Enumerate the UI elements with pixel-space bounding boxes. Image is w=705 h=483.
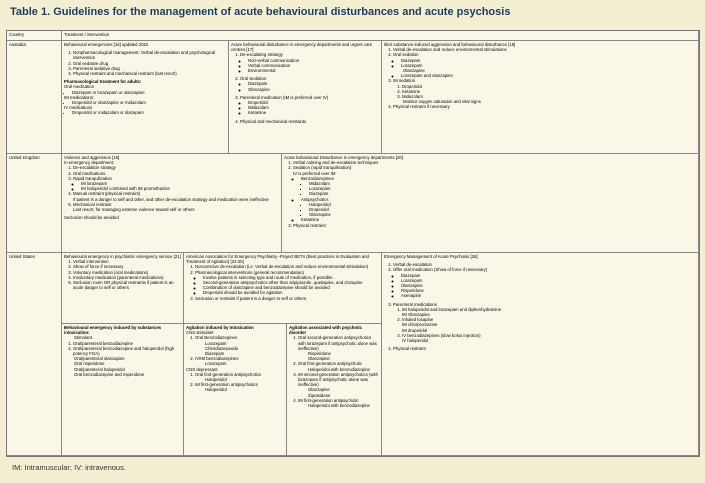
list-item: ◦ Diazepam bbox=[248, 81, 379, 86]
us-psychiatric-emergency bbox=[62, 253, 184, 324]
list-item: Oral risperidone bbox=[74, 361, 105, 367]
list-item: Lorazepam bbox=[205, 361, 227, 367]
list-item: 1. De-escalation strategy bbox=[73, 165, 279, 170]
list-item: Behavioural emergencies [16] updated 2022 bbox=[64, 42, 149, 47]
list-item: IV haloperidol bbox=[402, 338, 429, 344]
country-uk: United Kingdom bbox=[7, 154, 62, 253]
list-item: CNS depressant bbox=[186, 366, 218, 372]
list-item: 1. Verbal de-escalation and reduce environmental stimulations bbox=[393, 47, 696, 52]
list-item: 3. Midazolam bbox=[402, 94, 696, 99]
list-item: IM Olanzapine bbox=[402, 312, 430, 318]
list-item: 1. Nonpharmacological management: Verbal de-escalation and psychological intervention bbox=[73, 50, 226, 60]
list-item: IV is preferred over IM bbox=[293, 170, 336, 176]
list-item: 2. Oral medications bbox=[73, 171, 279, 176]
list-item: IM second-generation antipsychotics (with lorazepam if antipsychotic alone was ineffective) bbox=[298, 371, 379, 388]
list-item: Olanzapine bbox=[403, 68, 425, 74]
list-item: Chlordiazepoxide bbox=[205, 345, 239, 351]
list-item: ◦ Olanzapine bbox=[401, 283, 696, 288]
list-item: ◦ Diazepam bbox=[401, 58, 696, 63]
list-item: Ziprasidone bbox=[308, 392, 331, 398]
list-item: 3. Parenteral sedative drug bbox=[73, 66, 226, 71]
list-item: ▪ Diazepam bbox=[309, 191, 696, 196]
list-item: ◦ Second-generation antipsychotics other than aripiprazole, quetiapine, and clozapine bbox=[203, 280, 379, 285]
list-item: Haloperidol with benzodiazepine bbox=[308, 403, 370, 409]
list-item: IM medications: bbox=[64, 94, 95, 100]
list-item: Rapid tranquilization bbox=[73, 175, 112, 181]
list-item: IM haloperidol and lorazepam and diphenhydramine bbox=[402, 306, 502, 312]
list-item: ◦ Lorazepam bbox=[401, 63, 696, 68]
list-item: ◦ Combination of olanzapine and benzodiazepine should be avoided bbox=[203, 285, 379, 290]
list-item: IM first-generation antipsychotic bbox=[298, 397, 359, 403]
list-item: ◦ Diazepam bbox=[401, 273, 696, 278]
list-item: 4. Physical restraint and mechanical restraint (last resort) bbox=[73, 71, 226, 76]
list-item: Oral sedation bbox=[393, 52, 419, 58]
footnote: IM: Intramuscular; IV: intravenous. bbox=[12, 463, 126, 472]
list-item: ▪ Midazolam bbox=[309, 181, 696, 186]
uk-violence-aggression bbox=[62, 154, 282, 253]
list-item: IM first-generation antipsychotics bbox=[195, 382, 258, 388]
list-item: ◦ Non-verbal communication bbox=[248, 58, 379, 63]
list-item: Oral/parenteral olanzapine bbox=[74, 356, 125, 362]
list-item: Violence and aggression [19] bbox=[64, 155, 120, 160]
list-item: ◦ Asenapine bbox=[401, 293, 696, 298]
list-item: Oral Benzodiazepines bbox=[195, 335, 238, 341]
list-item: ◦ Midazolam bbox=[248, 105, 379, 110]
list-item: Behavioural emergency induced by substances intoxication: bbox=[64, 325, 162, 336]
list-item: • Diazepam or lorazepam or olanzapine bbox=[72, 90, 226, 95]
list-item: Illicit substance-induced aggression and behavioural disturbance [18] bbox=[384, 42, 516, 47]
table-title: Table 1. Guidelines for the management of acute behavioural disturbances and acute psychosis bbox=[10, 6, 511, 18]
list-item: ◦ Environmental bbox=[248, 68, 379, 73]
au-acute-behavioural-disturbance bbox=[229, 41, 382, 154]
list-item: ◦ IM lorazepam bbox=[81, 181, 279, 186]
list-item: Parenteral medication (IM is preferred over IV) bbox=[240, 94, 329, 100]
list-item: Acute behavioural Disturbance in emergency departments [20] bbox=[284, 155, 403, 160]
list-item: 1. Verbal calming and de-escalation techniques bbox=[293, 160, 696, 165]
list-item: Sedation (rapid tranquilisation) bbox=[293, 165, 352, 171]
list-item: 3. Physical restraint bbox=[293, 223, 696, 228]
list-item: 4. Involuntary medication (parenteral medications) bbox=[73, 275, 181, 280]
list-item: 3. Seclusion or restraint if patient is a danger to self or others bbox=[195, 296, 379, 301]
list-item: 2. Oral/parenteral benzodiazepine and haloperidol (high potency FGA) bbox=[73, 346, 181, 356]
list-item: Behavioural emergency in psychiatric emergency service [21] bbox=[64, 254, 181, 259]
list-item: Benzodiazepines bbox=[301, 175, 334, 181]
list-item: Mechanical restraint bbox=[73, 201, 112, 207]
list-item: If patient is a danger to self and other, and other de-escalation strategy and medication were ineffective bbox=[73, 196, 269, 202]
list-item: Seclusion should be avoided bbox=[64, 215, 119, 221]
list-item: Haloperidol bbox=[205, 387, 227, 393]
list-item: 1. Droperidol bbox=[402, 84, 696, 89]
list-item: American Association for Emergency Psychiatry -Project BETA (Best practices in Evaluation and Treatment of Agitation) [22-25] bbox=[186, 254, 369, 265]
list-item: 5. Seclusion room OR physical restraints if patient is an acute danger to self or others bbox=[73, 280, 181, 290]
list-item: ◦ Droperidol should be avoided for agitation bbox=[203, 290, 379, 295]
au-illicit-substance bbox=[382, 41, 699, 154]
au-behavioural-emergencies bbox=[62, 41, 229, 154]
list-item: IM droperidol bbox=[402, 327, 428, 333]
list-item: 2. Show of force if necessary bbox=[73, 264, 181, 269]
list-item: • Droperidol or midazolam or diazepam bbox=[72, 110, 226, 115]
list-item: Olanzapine bbox=[308, 387, 330, 393]
list-item: Haloperidol bbox=[205, 377, 227, 383]
list-item: ◦ Involve patients in selecting type and route of medication, if possible. bbox=[203, 275, 379, 280]
list-item: De-escalating strategy bbox=[240, 52, 283, 58]
header-treatment: Treatment / intervention bbox=[62, 31, 699, 41]
list-item: Emergency Management of Acute Psychosis [26] bbox=[384, 254, 478, 259]
list-item: IV benzodiazepines (slow bolus injection) bbox=[402, 332, 481, 338]
us-agitation-intoxication bbox=[184, 324, 287, 456]
list-item: ◦ Droperidol bbox=[248, 100, 379, 105]
list-item: Inhaled loxapine bbox=[402, 317, 434, 323]
us-agitation-psychotic bbox=[287, 324, 382, 456]
list-item: Stimulant bbox=[74, 335, 92, 341]
list-item: Offer oral medication (Show of force if necessary) bbox=[393, 267, 488, 273]
list-item: Pharmacological interventions (general recommendation) bbox=[195, 269, 304, 275]
list-item: ◦ Ketamine bbox=[248, 110, 379, 115]
list-item: Diazepam bbox=[205, 351, 225, 357]
uk-acute-disturbance bbox=[282, 154, 699, 253]
list-item: ◦ Lorazepam bbox=[401, 278, 696, 283]
header-country: Country bbox=[7, 31, 62, 41]
list-item: Agitation associated with psychotic disorder bbox=[289, 325, 363, 336]
list-item: Risperidone bbox=[308, 351, 331, 357]
list-item: Agitation induced by Intoxication bbox=[186, 325, 254, 330]
list-item: Oral second-generation antipsychotics with lorazepam if antipsychotic alone was ineffective) bbox=[298, 335, 377, 351]
list-item: Pharmacological treatment for adults: bbox=[64, 79, 142, 85]
us-acute-psychosis bbox=[382, 253, 699, 456]
list-item: Oral Sedation bbox=[240, 76, 267, 82]
list-item: ▪ Lorazepam bbox=[309, 186, 696, 191]
list-item: ◦ IM haloperidol combined with IM promethazine bbox=[81, 186, 279, 191]
list-item: Manual restraint (physical restraint) bbox=[73, 191, 141, 197]
list-item: 4. Physical restraint if necessary bbox=[393, 104, 696, 109]
list-item: Antipsychotics bbox=[301, 196, 329, 202]
list-item: Haloperidol with benzodiazepine bbox=[308, 366, 370, 372]
country-us: United States bbox=[7, 253, 62, 456]
country-australia: Australia bbox=[7, 41, 62, 154]
list-item: ▪ Droperidol bbox=[309, 207, 696, 212]
list-item: Acute behavioural disturbance in emergency departments and urgent care centres [17] bbox=[231, 42, 373, 53]
list-item: ◦ Ketamine bbox=[301, 217, 696, 222]
list-item: Olanzapine bbox=[308, 356, 330, 362]
list-item: ◦ Olanzapine bbox=[248, 87, 379, 92]
list-item: 1. Verbal intervention bbox=[73, 259, 181, 264]
list-item: 2. Oral sedative drug bbox=[73, 61, 226, 66]
list-item: 4. Physical and mechanical restraints bbox=[240, 119, 379, 124]
list-item: Monitor oxygen saturation and vital signs bbox=[403, 99, 481, 105]
list-item: Oral first-generation antipsychotic bbox=[298, 361, 363, 367]
list-item: 3. Voluntary medication (oral medications) bbox=[73, 270, 181, 275]
us-project-beta bbox=[184, 253, 382, 324]
guidelines-table bbox=[6, 30, 700, 457]
list-item: Oral first-generation antipsychotics bbox=[195, 371, 262, 377]
list-item: • Droperidol or olanzapine or midazolam bbox=[72, 100, 226, 105]
list-item: ◦ Lorazepam and olanzapine bbox=[401, 73, 696, 78]
list-item: Last resort, for managing extreme violence toward self or others bbox=[73, 207, 195, 213]
list-item: Parenteral medications bbox=[393, 301, 437, 307]
list-item: CNS stimulant bbox=[186, 330, 214, 336]
list-item: 1. Verbal de-escalation bbox=[393, 262, 696, 267]
list-item: ▪ Olanzapine bbox=[309, 212, 696, 217]
list-item: 1. Noncoercive de-escalation (i.e. Verbal de-escalation and reduce environmental stimulation) bbox=[195, 264, 379, 269]
list-item: Lorazepam bbox=[205, 340, 227, 346]
list-item: ◦ Risperidone bbox=[401, 288, 696, 293]
list-item: 1. Oral/parenteral benzodiazepine bbox=[73, 341, 181, 346]
us-substance-intoxication bbox=[62, 324, 184, 456]
list-item: In emergency department: bbox=[64, 160, 115, 166]
list-item: IV/IM benzodiazepines bbox=[195, 356, 239, 362]
list-item: ▪ Haloperidol bbox=[309, 202, 696, 207]
list-item: Oral medication bbox=[64, 84, 95, 90]
list-item: IM sedation bbox=[393, 78, 416, 84]
list-item: 4. Physical restraint bbox=[393, 346, 696, 351]
list-item: 2. Ketamine bbox=[402, 89, 696, 94]
list-item: Oral benzodiazepine and risperidone bbox=[74, 371, 145, 377]
list-item: Oral/parenteral haloperidol bbox=[74, 366, 125, 372]
list-item: IM chlorpromazine bbox=[402, 322, 438, 328]
list-item: ◦ Verbal communication bbox=[248, 63, 379, 68]
list-item: IV medications bbox=[64, 105, 93, 111]
